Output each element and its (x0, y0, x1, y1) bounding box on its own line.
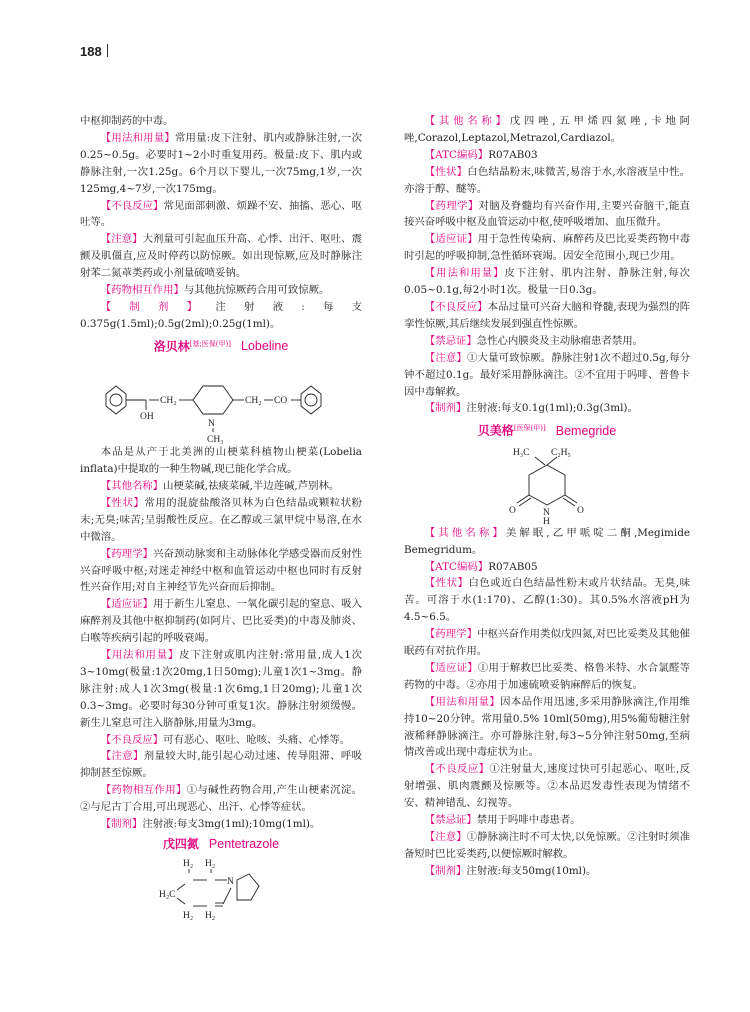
svg-text:OH: OH (140, 412, 154, 423)
entry-paragraph: 【不良反应】可有恶心、呕吐、呛咳、头痛、心悸等。 (100, 733, 351, 746)
svg-text:N: N (543, 507, 550, 518)
entry-paragraph: 【药理学】兴奋颈动脉窦和主动脉体化学感受器而反射性兴奋呼吸中枢;对迷走神经中枢和血管运动中枢也同时有反射性兴奋作用;对自主神经节先兴奋而后抑制。 (80, 547, 363, 594)
svg-text:O: O (509, 505, 516, 516)
drug-title-bemegride: 贝美格[医保(甲)] Bemegride (477, 423, 617, 438)
right-column (404, 113, 690, 880)
bemegride-structure (487, 443, 607, 525)
svg-text:O: O (577, 505, 584, 516)
entry-paragraph: 【适应证】用于新生儿窒息、一氧化碳引起的窒息、吸入麻醉剂及其他中枢抑制药(如阿片、巴比妥类)的中毒及肺炎、白喉等疾病引起的呼吸衰竭。 (80, 598, 363, 645)
svg-text:H₂: H₂ (205, 910, 216, 921)
entry-paragraph: 【注意】①大量可致惊厥。静脉注射1次不超过0.5g,每分钟不超过0.1g。最好采用静脉滴注。②不宜用于吗啡、普鲁卡因中毒解救。 (404, 351, 691, 398)
entry-paragraph: 【适应证】①用于解救巴比妥类、格鲁米特、水合氯醛等药物的中毒。②亦用于加速硫喷妥钠麻醉后的恢复。 (404, 661, 691, 691)
entry-paragraph: 【其他名称】戊四唑,五甲烯四氮唑,卡地阿唑,Corazol,Leptazol,Metrazol,Cardiazol。 (404, 115, 691, 144)
entry-paragraph: 【制剂】注射液:每支0.1g(1ml);0.3g(3ml)。 (424, 402, 638, 415)
page-number-divider (107, 44, 108, 57)
entry-paragraph: 【制剂】注射液:每支0.375g(1.5ml);0.5g(2ml);0.25g(1ml)。 (80, 300, 362, 330)
entry-paragraph: 【用法和用量】皮下注射或肌内注射:常用量,成人1次3~10mg(极量:1次20mg,1日50mg);儿童1次1~3mg。静脉注射:成人1次3mg(极量:1次6mg,1日20mg);儿童1次0.3~3mg。必要时每30分钟可重复1次。静脉注射须缓慢。新生儿窒息可注入脐静脉,用量为3mg。 (80, 649, 363, 729)
svg-text:H₂C: H₂C (159, 889, 176, 900)
pentetrazole-structure (151, 856, 291, 922)
drug-title-lobeline: 洛贝林[基;医保(甲)] Lobeline (153, 339, 289, 354)
entry-paragraph: 【药物相互作用】与其他抗惊厥药合用可致惊厥。 (100, 284, 330, 297)
entry-paragraph: 【用法和用量】皮下注射、肌内注射、静脉注射,每次0.05~0.1g,每2小时1次。极量一日0.3g。 (404, 267, 691, 297)
entry-paragraph: 【药物相互作用】①与碱性药物合用,产生山梗素沉淀。②与尼古丁合用,可出现恶心、出汗、心悸等症状。 (80, 784, 362, 814)
entry-paragraph: 【制剂】注射液:每支50mg(10ml)。 (424, 864, 597, 877)
left-column (80, 113, 362, 922)
entry-paragraph: 【注意】①静脉滴注时不可太快,以免惊厥。②注射时须准备短时巴比妥类药,以便惊厥时解救。 (404, 831, 690, 860)
svg-text:CH₂: CH₂ (160, 396, 177, 407)
entry-paragraph: 【不良反应】①注射量大,速度过快可引起恶心、呕吐,反射增强、肌肉震颤及惊厥等。②本品迟发毒性表现为情绪不安、精神错乱、幻视等。 (404, 763, 691, 810)
entry-paragraph: 【注意】剂量较大时,能引起心动过速、传导阻滞、呼吸抑制甚至惊厥。 (80, 750, 362, 780)
entry-paragraph: 【其他名称】山梗菜碱,祛痰菜碱,半边莲碱,芦别林。 (100, 479, 340, 492)
entry-paragraph: 【注意】大剂量可引起血压升高、心悸、出汗、呕吐、震颤及肌僵直,应及时停药以防惊厥。如出现惊厥,应及时静脉注射苯二氮䓬类药或小剂量硫喷妥钠。 (80, 233, 363, 280)
entry-paragraph: 【其他名称】美解眠,乙甲哌啶二酮,Megimide Bemegridum。 (404, 526, 690, 556)
svg-text:CO: CO (274, 396, 288, 407)
entry-paragraph: 【药理学】中枢兴奋作用类似戊四氮,对巴比妥类及其他催眠药有对抗作用。 (404, 628, 691, 658)
continued-text: 中枢抑制药的中毒。 (80, 115, 174, 127)
entry-paragraph: 【性状】白色或近白色结晶性粉末或片状结晶。无臭,味苦。可溶于水(1:170)、乙醇(1:30)。其0.5%水溶液pH为4.5~6.5。 (404, 577, 690, 624)
entry-paragraph: 【不良反应】常见面部刺激、烦躁不安、抽搐、恶心、呕吐等。 (80, 199, 362, 229)
entry-paragraph: 【适应证】用于急性传染病、麻醉药及巴比妥类药物中毒时引起的呼吸抑制,急性循环衰竭。因安全范围小,现已少用。 (404, 233, 691, 263)
svg-text:H₃C: H₃C (513, 447, 530, 458)
page-number: 188 (80, 44, 102, 59)
svg-text:N: N (227, 876, 234, 887)
entry-paragraph: 【不良反应】本品过量可兴奋大脑和脊髓,表现为强烈的阵挛性惊厥,其后继续发展到强直性惊厥。 (404, 300, 690, 330)
svg-text:N: N (208, 419, 215, 430)
entry-paragraph: 【用法和用量】因本品作用迅速,多采用静脉滴注,作用维持10~20分钟。常用量0.5% 10ml(50mg),用5%葡萄糖注射液稀释静脉滴注。亦可静脉注射,每3~5分钟注射50mg,至病情改善或出现中毒症状为止。 (404, 695, 691, 759)
svg-text:CH₂: CH₂ (245, 396, 262, 407)
svg-text:H₂: H₂ (183, 858, 194, 869)
entry-paragraph: 【制剂】注射液:每支3mg(1ml);10mg(1ml)。 (100, 818, 321, 831)
entry-paragraph: 【ATC编码】R07AB05 (424, 560, 538, 573)
entry-intro: 本品是从产于北美洲的山梗菜科植物山梗菜(Lobelia inflata)中提取的一种生物碱,现已能化学合成。 (80, 446, 362, 476)
svg-text:H₂: H₂ (183, 910, 194, 921)
entry-paragraph: 【用法和用量】常用量:皮下注射、肌内或静脉注射,一次0.25~0.5g。必要时1~2小时重复用药。极量:皮下、肌内或静脉注射,一次1.25g。6个月以下婴儿,一次75mg,1岁,一次125mg,4~7岁,一次175mg。 (80, 131, 362, 195)
entry-paragraph: 【药理学】对脑及脊髓均有兴奋作用,主要兴奋脑干,能直接兴奋呼吸中枢及血管运动中枢,使呼吸增加、血压微升。 (404, 199, 690, 229)
entry-paragraph: 【性状】常用的混旋盐酸洛贝林为白色结晶或颗粒状粉末;无臭;味苦;呈弱酸性反应。在乙醇或三氯甲烷中易溶,在水中微溶。 (80, 496, 363, 543)
svg-text:H₂: H₂ (205, 858, 216, 869)
svg-text:H: H (543, 516, 550, 525)
entry-paragraph: 【ATC编码】R07AB03 (424, 148, 538, 161)
svg-text:C₂H₅: C₂H₅ (551, 447, 571, 458)
drug-title-pentetrazole: 戊四氮 Pentetrazole (162, 837, 280, 851)
entry-paragraph: 【禁忌证】禁用于吗啡中毒患者。 (424, 814, 581, 827)
svg-text:CH₃: CH₃ (207, 435, 224, 445)
lobeline-structure (96, 358, 346, 444)
entry-paragraph: 【性状】白色结晶粉末,味微苦,易溶于水,水溶液呈中性。亦溶于醇、醚等。 (404, 165, 690, 195)
entry-paragraph: 【禁忌证】急性心内膜炎及主动脉瘤患者禁用。 (424, 334, 643, 347)
